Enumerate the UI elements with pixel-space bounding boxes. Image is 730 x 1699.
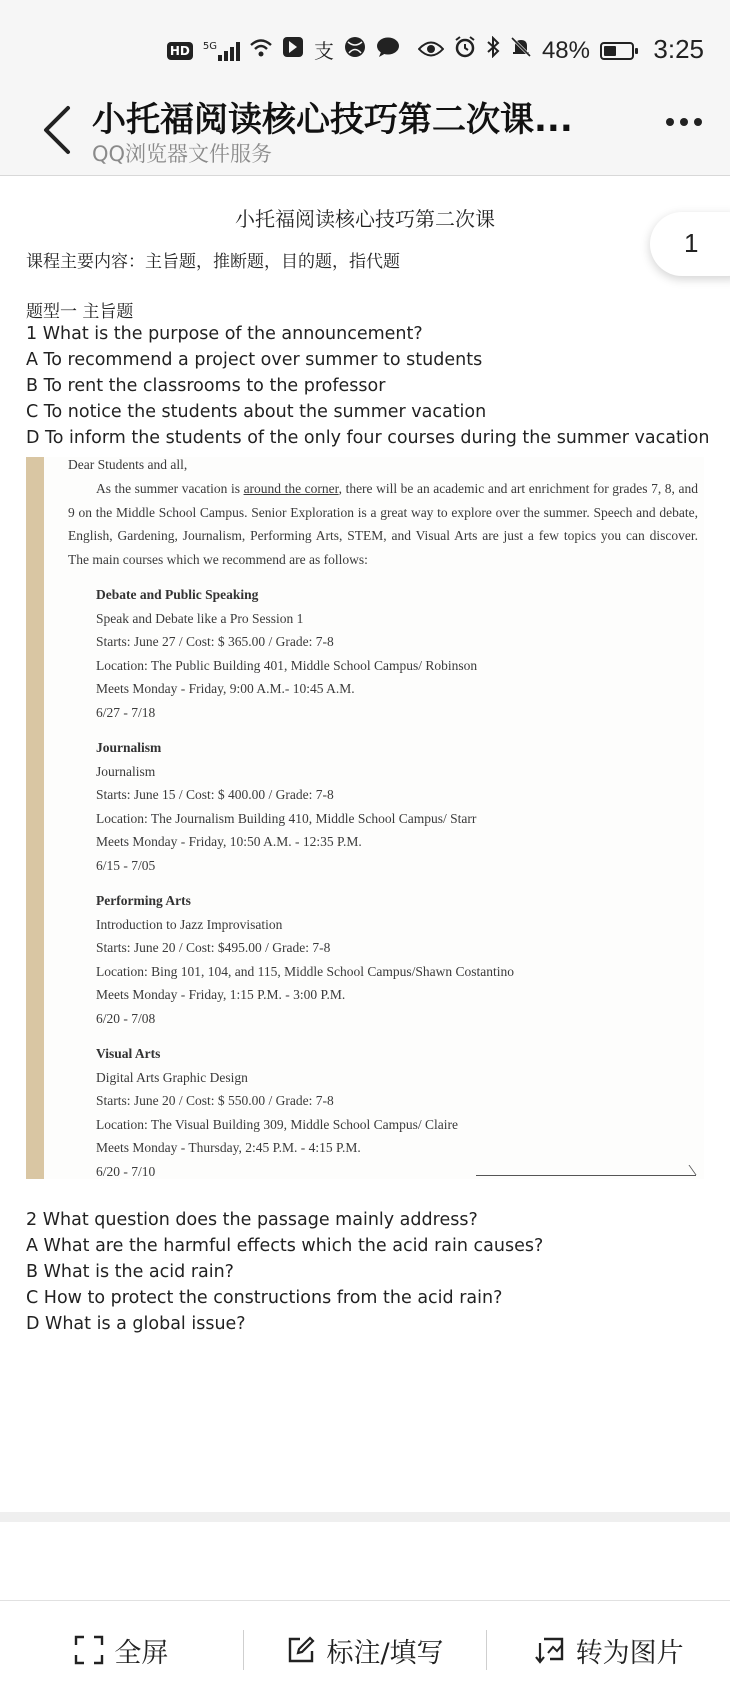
course-location: Location: The Public Building 401, Middle School Campus/ Robinson bbox=[96, 657, 478, 673]
dot-icon bbox=[680, 118, 688, 126]
course-block bbox=[96, 583, 477, 724]
convert-to-image-label: 转为图片 bbox=[575, 1637, 684, 1669]
course-block bbox=[96, 889, 514, 1030]
page-number-badge bbox=[650, 212, 730, 276]
course-starts: Starts: June 15 / Cost: $ 400.00 / Grade: 7-8 bbox=[96, 787, 334, 802]
clock: 3:25 bbox=[653, 34, 704, 64]
page-subtitle: QQ浏览器文件服务 bbox=[92, 142, 273, 166]
q2-option-c: C How to protect the constructions from the acid rain? bbox=[26, 1288, 503, 1308]
course-subtitle: Speak and Debate like a Pro Session 1 bbox=[96, 610, 304, 626]
course-starts: Starts: June 20 / Cost: $ 550.00 / Grade: 7-8 bbox=[96, 1093, 334, 1108]
app-ball-icon bbox=[344, 36, 366, 66]
course-starts: Starts: June 20 / Cost: $495.00 / Grade: 7-8 bbox=[96, 940, 331, 955]
course-name: Journalism bbox=[96, 740, 162, 755]
q2-question: 2 What question does the passage mainly address? bbox=[26, 1210, 478, 1230]
wifi-icon bbox=[250, 36, 272, 66]
q1-option-b: B To rent the classrooms to the professor bbox=[26, 376, 386, 396]
alarm-icon bbox=[454, 36, 476, 66]
course-name: Debate and Public Speaking bbox=[96, 587, 259, 602]
q2-option-b: B What is the acid rain? bbox=[26, 1262, 234, 1282]
question-type-heading: 题型一 主旨题 bbox=[26, 302, 134, 322]
status-bar bbox=[0, 0, 730, 80]
course-block bbox=[96, 736, 476, 877]
message-bubble-icon bbox=[376, 36, 400, 66]
course-meets: Meets Monday - Friday, 10:50 A.M. - 12:35 P.M. bbox=[96, 834, 362, 849]
signal-icon bbox=[203, 41, 240, 61]
q1-option-d: D To inform the students of the only four courses during the summer vacation bbox=[26, 428, 710, 448]
image-convert-icon bbox=[534, 1635, 566, 1665]
document-title: 小托福阅读核心技巧第二次课 bbox=[235, 207, 495, 231]
hd-badge: HD bbox=[167, 42, 193, 60]
fullscreen-icon bbox=[74, 1635, 104, 1665]
dot-icon bbox=[694, 118, 702, 126]
course-meets: Meets Monday - Friday, 1:15 P.M. - 3:00 P.M. bbox=[96, 987, 346, 1002]
q2-option-d: D What is a global issue? bbox=[26, 1314, 246, 1334]
course-dates: 6/15 - 7/05 bbox=[96, 857, 156, 873]
q1-option-c: C To notice the students about the summer vacation bbox=[26, 402, 487, 422]
edit-icon bbox=[286, 1635, 316, 1665]
document-viewer[interactable] bbox=[0, 177, 730, 1512]
back-arrow-icon bbox=[36, 102, 76, 158]
dot-icon bbox=[666, 118, 674, 126]
network-type: 5G bbox=[202, 41, 217, 52]
alipay-icon: 支 bbox=[313, 39, 334, 63]
q1-question: 1 What is the purpose of the announcement? bbox=[26, 324, 423, 344]
mute-bell-icon bbox=[510, 36, 532, 66]
course-starts: Starts: June 27 / Cost: $ 365.00 / Grade: 7-8 bbox=[96, 634, 334, 649]
course-block bbox=[96, 1042, 458, 1183]
scan-underlined-phrase: around the corner bbox=[243, 481, 339, 496]
page-separator bbox=[0, 1512, 730, 1522]
fullscreen-label: 全屏 bbox=[114, 1637, 169, 1669]
more-options-button[interactable] bbox=[666, 118, 702, 126]
course-location: Location: Bing 101, 104, and 115, Middle School Campus/Shawn Costantino bbox=[96, 963, 514, 979]
page-number: 1 bbox=[684, 228, 699, 258]
battery-level-fill bbox=[604, 46, 616, 56]
course-name: Performing Arts bbox=[96, 893, 191, 908]
fullscreen-button[interactable] bbox=[0, 1620, 243, 1680]
app-notification-icon bbox=[282, 36, 304, 66]
scan-paragraph-part: As the summer vacation is bbox=[96, 481, 244, 496]
page-title: 小托福阅读核心技巧第二次课... bbox=[92, 100, 573, 140]
scan-greeting: Dear Students and all, bbox=[68, 457, 188, 472]
battery-icon bbox=[600, 42, 634, 60]
eye-icon bbox=[418, 36, 444, 66]
title-bar bbox=[0, 80, 730, 176]
back-button[interactable] bbox=[36, 102, 76, 158]
bottom-toolbar bbox=[0, 1600, 730, 1699]
scanned-announcement-image bbox=[26, 457, 704, 1179]
course-meets: Meets Monday - Friday, 9:00 A.M.- 10:45 A.M. bbox=[96, 681, 355, 696]
course-location: Location: The Journalism Building 410, Middle School Campus/ Starr bbox=[96, 810, 477, 826]
course-dates: 6/27 - 7/18 bbox=[96, 704, 156, 720]
course-location: Location: The Visual Building 309, Middle School Campus/ Claire bbox=[96, 1116, 459, 1132]
annotate-fill-label: 标注/填写 bbox=[326, 1637, 444, 1669]
course-dates: 6/20 - 7/08 bbox=[96, 1010, 156, 1026]
status-icons bbox=[167, 36, 634, 66]
course-content-line: 课程主要内容：主旨题，推断题，目的题，指代题 bbox=[26, 252, 400, 272]
battery-percentage: 48% bbox=[541, 37, 590, 64]
annotate-fill-button[interactable] bbox=[244, 1620, 487, 1680]
course-dates: 6/20 - 7/10 bbox=[96, 1163, 156, 1179]
scan-paragraph bbox=[68, 477, 698, 571]
scan-divider-line bbox=[476, 1175, 696, 1176]
course-subtitle: Introduction to Jazz Improvisation bbox=[96, 916, 283, 932]
scan-paragraph-part: , there will be an academic and art enrichment for grades 7, 8, and 9 on the Middle School Campus. Senior Exploration is a great way to explore over the summer. Speech and debate, English, Gardening, Journalism, Performing Arts, STEM, and Visual Arts are just a few topics you can discover. The main courses which we recommend are as follows: bbox=[68, 481, 698, 567]
scan-corner-mark bbox=[688, 1165, 705, 1175]
course-subtitle: Digital Arts Graphic Design bbox=[96, 1069, 248, 1085]
convert-to-image-button[interactable] bbox=[487, 1620, 730, 1680]
q2-option-a: A What are the harmful effects which the acid rain causes? bbox=[26, 1236, 544, 1256]
course-name: Visual Arts bbox=[96, 1046, 161, 1061]
course-meets: Meets Monday - Thursday, 2:45 P.M. - 4:15 P.M. bbox=[96, 1140, 361, 1155]
bluetooth-icon bbox=[486, 36, 500, 66]
q1-option-a: A To recommend a project over summer to students bbox=[26, 350, 483, 370]
course-subtitle: Journalism bbox=[96, 763, 156, 779]
